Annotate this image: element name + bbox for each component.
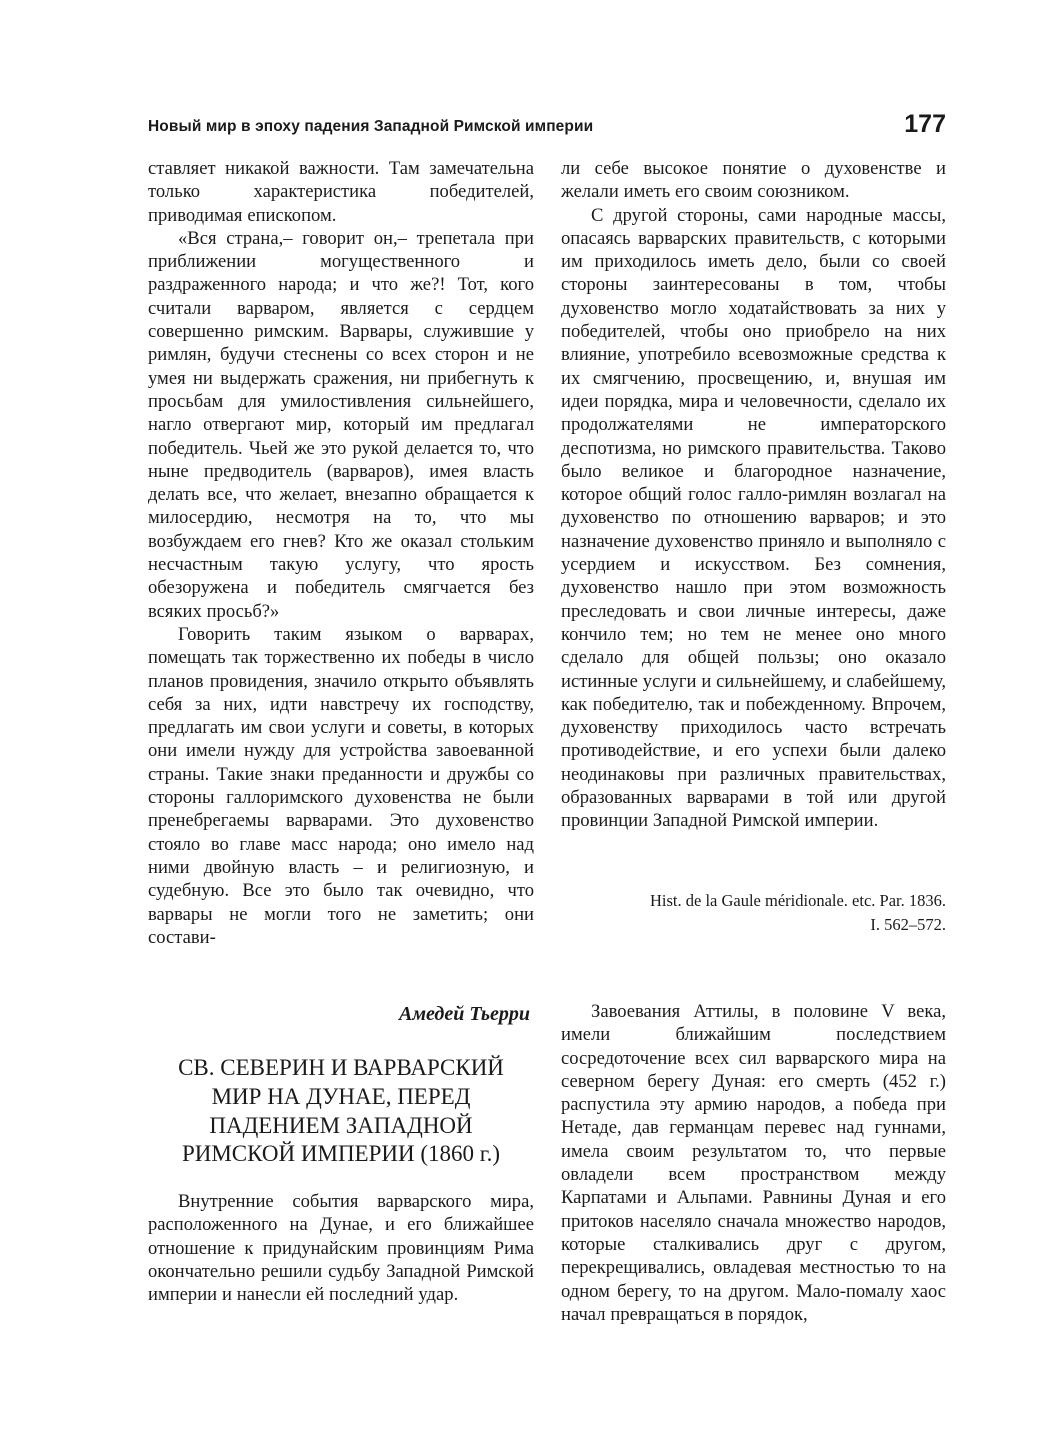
article-author: Амедей Тьерри [399, 1003, 530, 1025]
paragraph: «Вся страна,– говорит он,– трепетала при приближении могущественного и раздраженного народа; и что же?! Тот, кого считали варваром, является с сердцем совершенно римским. Варвары, служившие у римлян, будучи стеснены со всех сторон и не умея ни выдержать сражения, ни прибегнуть к просьбам для умилостивления сильнейшего, нагло отвергают мир, который им предлагал победитель. Чьей же это рукой делается то, что ныне предводитель (варваров), имея власть делать все, что желает, внезапно обращается к милосердию, несмотря на то, что мы возбуждаем его гнев? Кто же оказал стольким несчастным такую услугу, что ярость обезоружена и победитель смягчается без всяких просьб?» [148, 227, 534, 622]
article-title [148, 1054, 534, 1169]
paragraph: ставляет никакой важности. Там замечательна только характеристика победителей, приводимая епископом. [148, 158, 534, 226]
page-number: 177 [904, 110, 946, 138]
paragraph: ли себе высокое понятие о духовенстве и желали иметь его своим союзником. [561, 158, 946, 203]
paragraph: Говорить таким языком о варварах, помещать так торжественно их победы в число планов провидения, значило открыто объявлять себя за них, идти навстречу их господству, предлагать им свои услуги и советы, в которых они имели нужду для устройства завоеванной страны. Такие знаки преданности и дружбы со стороны галлоримского духовенства не были пренебрегаемы варварами. Это духовенство стояло во главе масс народа; оно имело над ними двойную власть – и религиозную, и судебную. Все это было так очевидно, что варвары не могли того не заметить; они состави- [148, 623, 534, 948]
source-citation [561, 889, 946, 937]
paragraph: С другой стороны, сами народные массы, опасаясь варварских правительств, с которыми им приходилось иметь дело, были со своей стороны заинтересованы в том, чтобы духовенство могло ходатайствовать за них у победителей, чтобы оно приобрело на них влияние, употребило всевозможные средства к их смягчению, просвещению, и, внушая им идеи порядка, мира и человечности, сделало их продолжателями не императорского деспотизма, но римского правительства. Таково было великое и благородное назначение, которое общий голос галло-римлян возлагал на духовенство по отношению варваров; и это назначение духовенство приняло и выполняло с усердием и искусством. Без сомнения, духовенство нашло при этом возможность преследовать и свои личные интересы, даже кончило тем; но тем не менее оно много сделало для общей пользы; оно оказало истинные услуги и сильнейшему, и слабейшему, как победителю, так и побежденному. Впрочем, духовенству приходилось часто встречать противодействие, и его успехи были далеко неодинаковы при различных правительствах, образованных варварами в той или другой провинции Западной Римской империи. [561, 204, 946, 832]
right-column-bottom [561, 1000, 946, 1326]
left-column-top [148, 157, 534, 949]
running-title: Новый мир в эпоху падения Западной Римской империи [148, 118, 594, 135]
title-line: СВ. СЕВЕРИН И ВАРВАРСКИЙ [178, 1055, 504, 1080]
paragraph: Завоевания Аттилы, в половине V века, имели ближайшим последствием сосредоточение всех сил варварского мира на северном берегу Дуная: его смерть (452 г.) распустила эту армию народов, а победа при Нетаде, дав германцам перевес над гуннами, имела своим результатом то, что первые овладели всем пространством между Карпатами и Альпами. Равнины Дуная и его притоков населяло сначала множество народов, которые сталкивались друг с другом, перекрещивались, овладевая местностью то на одном берегу, то на другом. Мало-помалу хаос начал превращаться в порядок, [561, 1001, 946, 1325]
right-column-top [561, 157, 946, 833]
citation-line: Hist. de la Gaule méridionale. etc. Par. 1836. [649, 891, 946, 910]
title-line: ПАДЕНИЕМ ЗАПАДНОЙ [209, 1112, 473, 1138]
title-line: РИМСКОЙ ИМПЕРИИ (1860 г.) [181, 1141, 501, 1167]
running-header [148, 112, 946, 144]
left-column-bottom [148, 1190, 534, 1306]
paragraph: Внутренние события варварского мира, расположенного на Дунае, и его ближайшее отношение к придунайским провинциям Рима окончательно решили судьбу Западной Римской империи и нанесли ей последний удар. [148, 1191, 534, 1306]
title-line: МИР НА ДУНАЕ, ПЕРЕД [211, 1083, 471, 1109]
citation-line: I. 562–572. [870, 915, 946, 934]
